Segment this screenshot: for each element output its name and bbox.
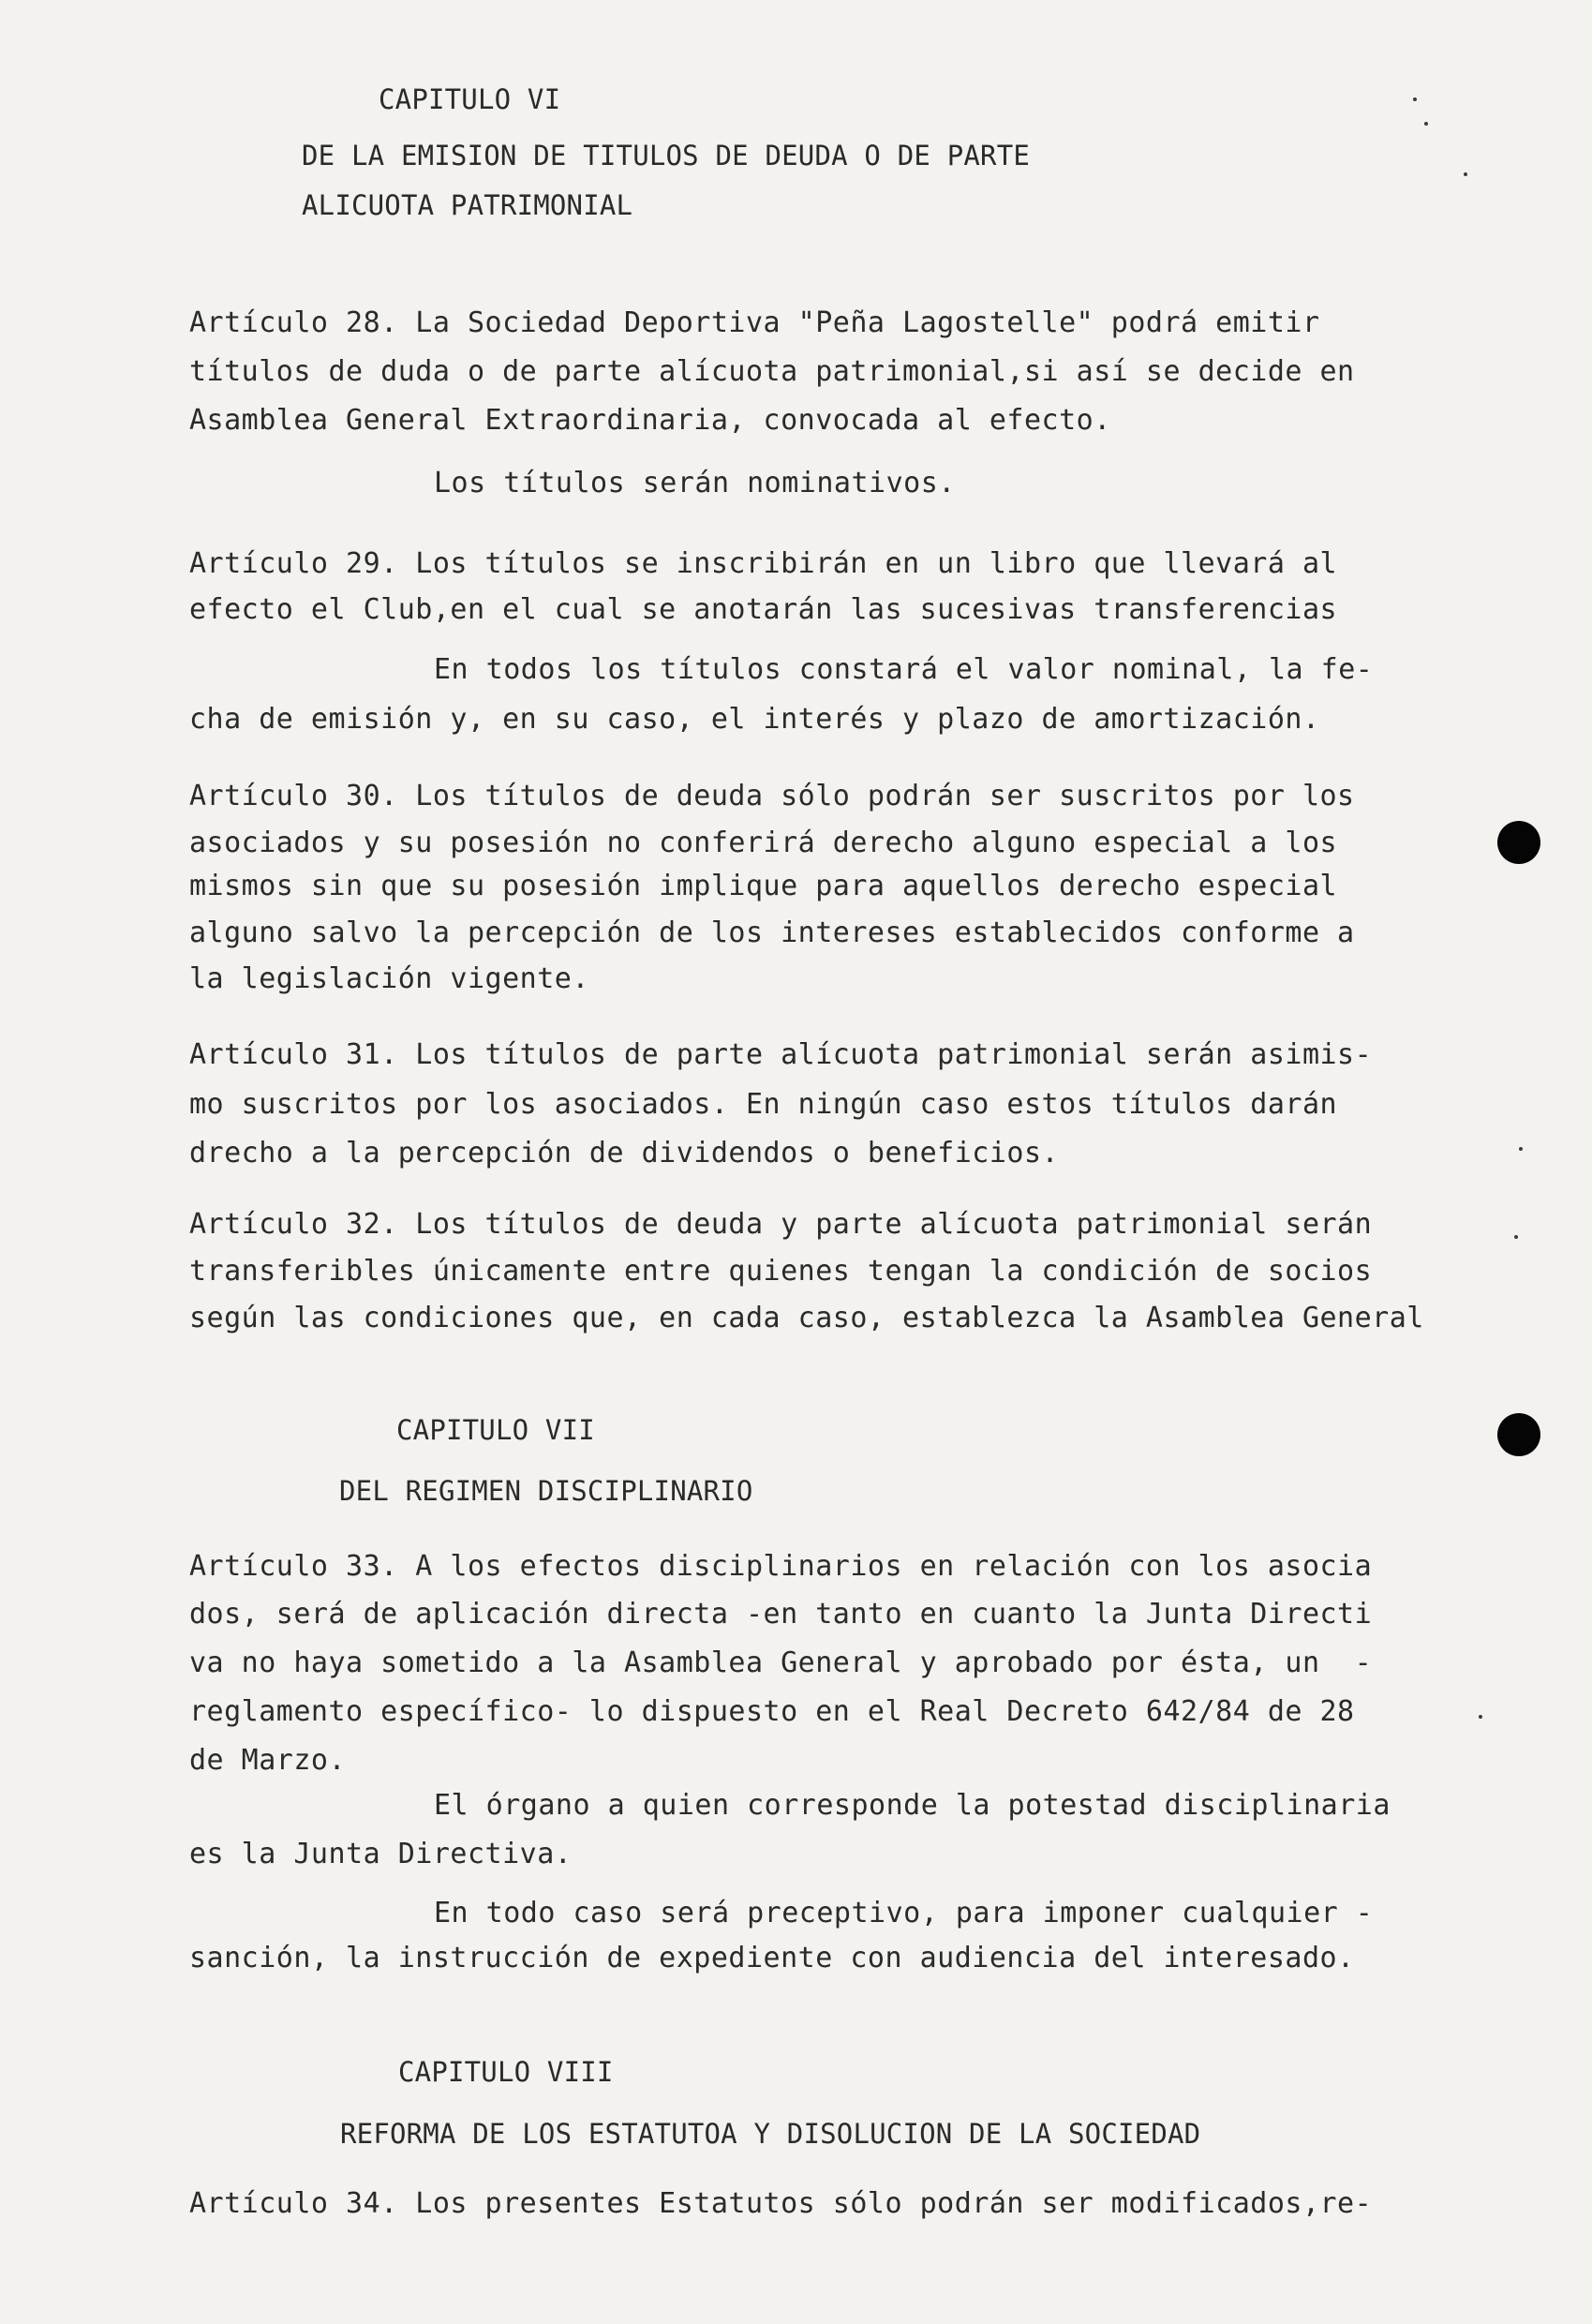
art29-line-1: Artículo 29. Los títulos se inscribirán en un libro que llevará al	[189, 547, 1338, 580]
art30-line-2: asociados y su posesión no conferirá derecho alguno especial a los	[189, 827, 1338, 859]
art33-line-2: dos, será de aplicación directa -en tanto en cuanto la Junta Directi	[189, 1598, 1373, 1631]
art28-line-3: Asamblea General Extraordinaria, convocada al efecto.	[189, 404, 1111, 437]
art33-line-4: reglamento específico- lo dispuesto en el Real Decreto 642/84 de 28	[189, 1695, 1355, 1728]
chapter-7-subtitle: DEL REGIMEN DISCIPLINARIO	[339, 1475, 753, 1507]
punch-hole-lower	[1497, 1413, 1540, 1456]
chapter-6-subtitle-line-1: DE LA EMISION DE TITULOS DE DEUDA O DE PARTE	[302, 140, 1031, 171]
art33-line-7: es la Junta Directiva.	[189, 1838, 573, 1870]
art28-line-1: Artículo 28. La Sociedad Deportiva "Peña Lagostelle" podrá emitir	[189, 306, 1320, 339]
art30-line-3: mismos sin que su posesión implique para aquellos derecho especial	[189, 870, 1338, 902]
scan-speck	[1519, 1147, 1523, 1151]
chapter-8-subtitle: REFORMA DE LOS ESTATUTOA Y DISOLUCION DE LA SOCIEDAD	[340, 2118, 1201, 2150]
art29-line-2: efecto el Club,en el cual se anotarán las sucesivas transferencias	[189, 593, 1338, 626]
art34-line-1: Artículo 34. Los presentes Estatutos sólo podrán ser modificados,re-	[189, 2187, 1373, 2220]
scan-speck	[1464, 172, 1467, 176]
art30-line-1: Artículo 30. Los títulos de deuda sólo podrán ser suscritos por los	[189, 780, 1355, 812]
scan-speck	[1479, 1715, 1482, 1719]
art32-line-1: Artículo 32. Los títulos de deuda y parte alícuota patrimonial serán	[189, 1208, 1373, 1241]
scan-speck	[1514, 1235, 1518, 1239]
art33-line-1: Artículo 33. A los efectos disciplinarios en relación con los asocia	[189, 1550, 1373, 1583]
punch-hole-upper	[1497, 821, 1540, 864]
chapter-8-title: CAPITULO VIII	[398, 2056, 614, 2088]
art32-line-2: transferibles únicamente entre quienes tengan la condición de socios	[189, 1255, 1373, 1288]
art29-line-4: cha de emisión y, en su caso, el interés y plazo de amortización.	[189, 703, 1320, 736]
art31-line-1: Artículo 31. Los títulos de parte alícuota patrimonial serán asimis-	[189, 1038, 1373, 1071]
chapter-6-title: CAPITULO VI	[379, 83, 561, 115]
art28-line-4: Los títulos serán nominativos.	[434, 467, 956, 499]
chapter-7-title: CAPITULO VII	[396, 1414, 595, 1446]
art31-line-3: drecho a la percepción de dividendos o beneficios.	[189, 1137, 1060, 1169]
scan-speck	[1413, 97, 1417, 101]
art33-line-6: El órgano a quien corresponde la potestad disciplinaria	[434, 1789, 1391, 1822]
scan-speck	[1424, 122, 1428, 126]
art33-line-9: sanción, la instrucción de expediente con audiencia del interesado.	[189, 1942, 1355, 1974]
art32-line-3: según las condiciones que, en cada caso, establezca la Asamblea General	[189, 1302, 1424, 1334]
art33-line-3: va no haya sometido a la Asamblea General y aprobado por ésta, un -	[189, 1646, 1373, 1679]
art30-line-4: alguno salvo la percepción de los intereses establecidos conforme a	[189, 916, 1355, 949]
art33-line-8: En todo caso será preceptivo, para imponer cualquier -	[434, 1897, 1374, 1929]
art29-line-3: En todos los títulos constará el valor nominal, la fe-	[434, 653, 1374, 686]
art28-line-2: títulos de duda o de parte alícuota patrimonial,si así se decide en	[189, 355, 1355, 388]
art33-line-5: de Marzo.	[189, 1744, 347, 1777]
art30-line-5: la legislación vigente.	[189, 962, 589, 995]
art31-line-2: mo suscritos por los asociados. En ningún caso estos títulos darán	[189, 1088, 1338, 1121]
chapter-6-subtitle-line-2: ALICUOTA PATRIMONIAL	[302, 189, 633, 221]
